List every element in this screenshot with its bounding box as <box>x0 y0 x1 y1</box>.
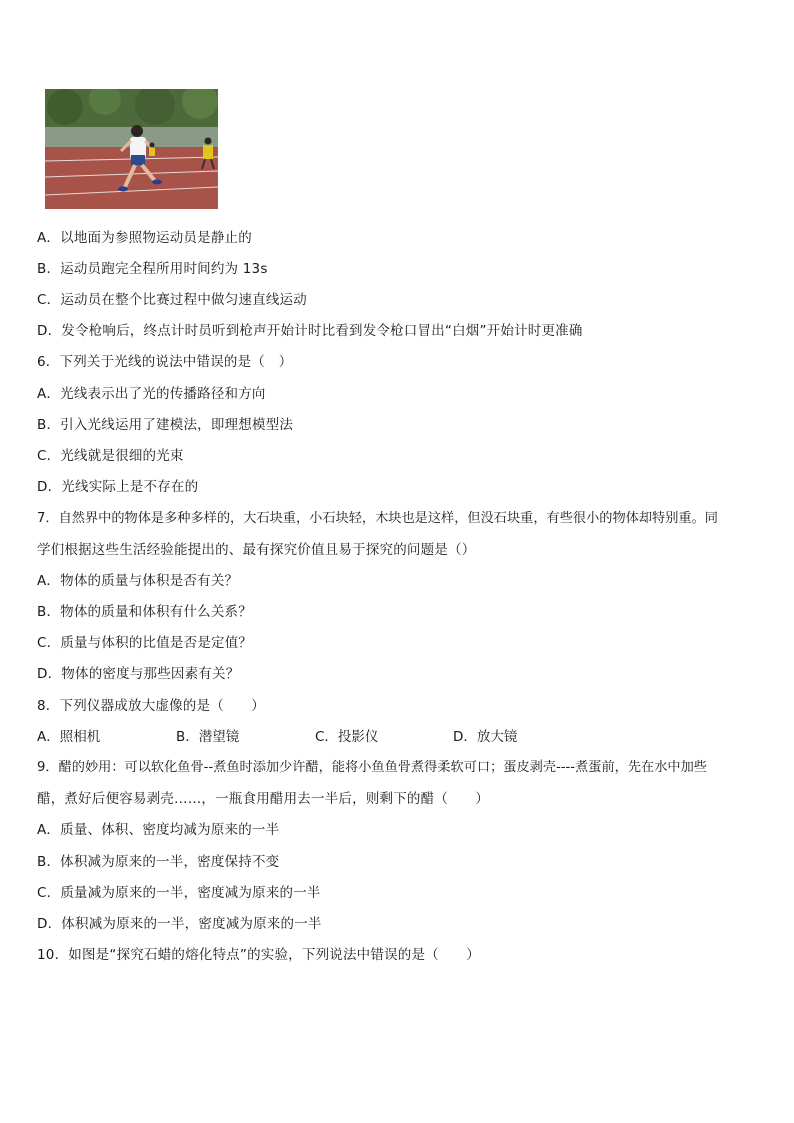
runner-photo <box>45 89 218 209</box>
q8-option-d: D．放大镜 <box>453 729 518 745</box>
q6-option-b: B．引入光线运用了建模法，即理想模型法 <box>37 417 294 433</box>
q6-option-d: D．光线实际上是不存在的 <box>37 479 199 495</box>
q8-option-a: A．照相机 <box>37 729 101 745</box>
q8-option-c: C．投影仪 <box>315 729 379 745</box>
q6-stem: 6．下列关于光线的说法中错误的是（ ） <box>37 354 293 370</box>
q7-stem-line1: 7．自然界中的物体是多种多样的，大石块重，小石块轻，木块也是这样，但没石块重，有些很小的物体却特别重。同 <box>37 511 718 526</box>
q6-option-c: C．光线就是很细的光束 <box>37 448 184 464</box>
q9-option-b: B．体积减为原来的一半，密度保持不变 <box>37 854 280 870</box>
q9-option-a: A．质量、体积、密度均减为原来的一半 <box>37 822 280 838</box>
q9-stem-line2: 醋，煮好后便容易剥壳……，一瓶食用醋用去一半后，则剩下的醋（ ） <box>37 791 490 807</box>
q10-stem: 10．如图是“探究石蜡的熔化特点”的实验，下列说法中错误的是（ ） <box>37 947 480 963</box>
q8-stem: 8．下列仪器成放大虚像的是（ ） <box>37 698 265 714</box>
q5-option-a: A．以地面为参照物运动员是静止的 <box>37 230 252 246</box>
q9-stem-line1: 9．醋的妙用：可以软化鱼骨--煮鱼时添加少许醋，能将小鱼鱼骨煮得柔软可口；蛋皮剥壳----煮蛋前，先在水中加些 <box>37 760 707 775</box>
q6-option-a: A．光线表示出了光的传播路径和方向 <box>37 386 266 402</box>
q5-option-c: C．运动员在整个比赛过程中做匀速直线运动 <box>37 292 307 308</box>
q7-option-a: A．物体的质量与体积是否有关？ <box>37 573 239 589</box>
q5-option-d: D．发令枪响后，终点计时员听到枪声开始计时比看到发令枪口冒出“白烟”开始计时更准确 <box>37 323 583 339</box>
q8-option-b: B．潜望镜 <box>176 729 240 745</box>
q9-option-c: C．质量减为原来的一半，密度减为原来的一半 <box>37 885 321 901</box>
q7-option-b: B．物体的质量和体积有什么关系？ <box>37 604 252 620</box>
q7-option-d: D．物体的密度与那些因素有关？ <box>37 666 240 682</box>
q7-option-c: C．质量与体积的比值是否是定值？ <box>37 635 253 651</box>
q7-stem-line2: 学们根据这些生活经验能提出的、最有探究价值且易于探究的问题是（） <box>37 542 476 558</box>
q5-option-b: B．运动员跑完全程所用时间约为 13s <box>37 261 268 277</box>
q9-option-d: D．体积减为原来的一半，密度减为原来的一半 <box>37 916 322 932</box>
